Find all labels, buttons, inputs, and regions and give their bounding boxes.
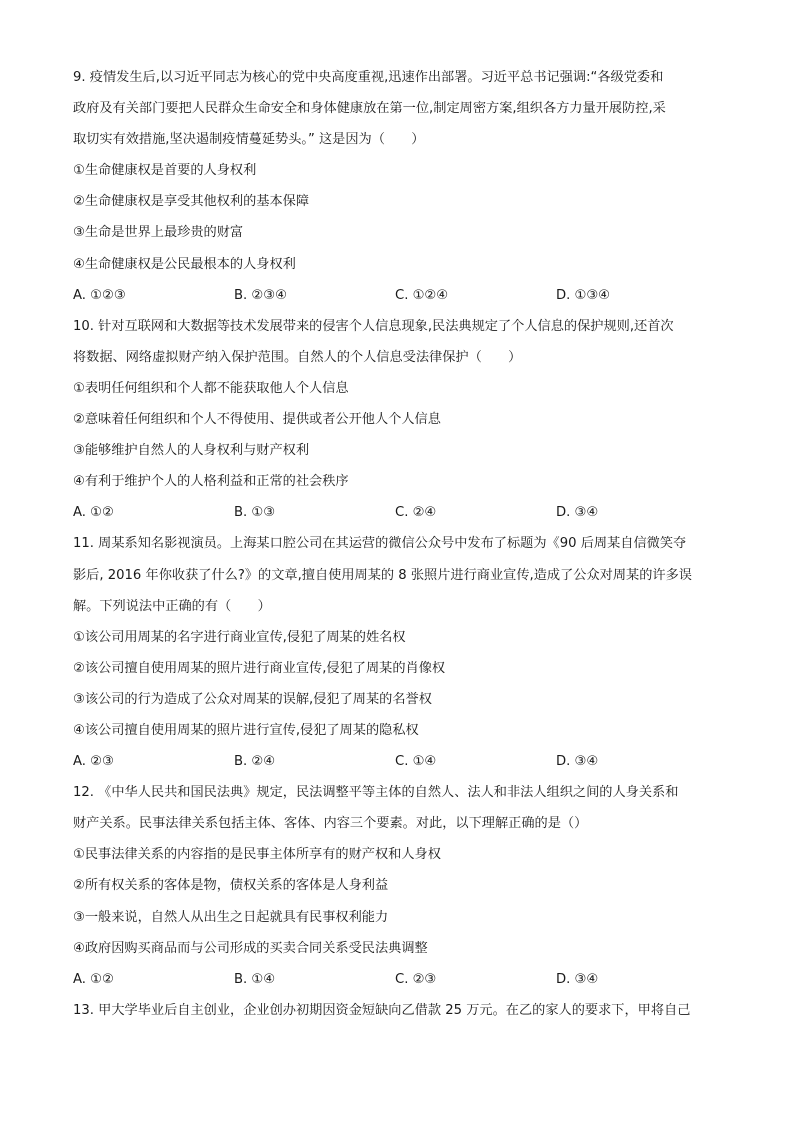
statement-item: ④政府因购买商品而与公司形成的买卖合同关系受民法典调整 (73, 940, 428, 956)
statement-item: ②生命健康权是享受其他权利的基本保障 (73, 194, 310, 210)
answer-options (73, 497, 723, 528)
option-c: C. ②④ (395, 505, 437, 521)
option-a: A. ①②③ (73, 287, 126, 303)
option-b: B. ①③ (234, 505, 276, 521)
answer-options (73, 964, 723, 995)
option-a: A. ②③ (73, 754, 114, 770)
statement-item: ①该公司用周某的名字进行商业宣传,侵犯了周某的姓名权 (73, 629, 406, 645)
statement-item: ①民事法律关系的内容指的是民事主体所享有的财产权和人身权 (73, 847, 441, 863)
question-stem-line: 11. 周某系知名影视演员。上海某口腔公司在其运营的微信公众号中发布了标题为《90 后周某自信微笑夺 (73, 536, 687, 552)
statement-item: ④生命健康权是公民最根本的人身权利 (73, 256, 296, 272)
question-11 (73, 528, 723, 777)
question-12 (73, 777, 723, 995)
option-d: D. ③④ (556, 754, 599, 770)
question-stem-line: 12. 《中华人民共和国民法典》规定，民法调整平等主体的自然人、法人和非法人组织之间的人身关系和 (73, 785, 679, 801)
option-c: C. ①④ (395, 754, 437, 770)
statement-item: ④有利于维护个人的人格利益和正常的社会秩序 (73, 474, 349, 490)
statement-item: ③生命是世界上最珍贵的财富 (73, 225, 244, 241)
question-stem-line: 取切实有效措施,坚决遏制疫情蔓延势头。” 这是因为（ ） (73, 132, 425, 148)
question-stem-line: 财产关系。民事法律关系包括主体、客体、内容三个要素。对此，以下理解正确的是（） (73, 816, 588, 832)
statement-item: ③能够维护自然人的人身权利与财产权利 (73, 443, 310, 459)
statement-item: ①生命健康权是首要的人身权利 (73, 163, 257, 179)
option-c: C. ①②④ (395, 287, 449, 303)
option-c: C. ②③ (395, 971, 437, 987)
statement-item: ②该公司擅自使用周某的照片进行商业宣传,侵犯了周某的肖像权 (73, 660, 446, 676)
statement-item: ②意味着任何组织和个人不得使用、提供或者公开他人个人信息 (73, 412, 441, 428)
question-stem-line: 政府及有关部门要把人民群众生命安全和身体健康放在第一位,制定周密方案,组织各方力量开展防控,采 (73, 101, 666, 117)
question-stem-line: 13. 甲大学毕业后自主创业，企业创办初期因资金短缺向乙借款 25 万元。在乙的家人的要求下，甲将自己 (73, 1002, 691, 1018)
option-a: A. ①② (73, 971, 114, 987)
option-d: D. ①③④ (556, 287, 611, 303)
question-10 (73, 311, 723, 529)
question-stem-line: 将数据、网络虚拟财产纳入保护范围。自然人的个人信息受法律保护（ ） (73, 349, 522, 365)
question-stem-line: 影后, 2016 年你收获了什么?》的文章,擅自使用周某的 8 张照片进行商业宣传,造成了公众对周某的许多误 (73, 567, 692, 583)
option-d: D. ③④ (556, 971, 599, 987)
answer-options (73, 280, 723, 311)
question-stem-line: 10. 针对互联网和大数据等技术发展带来的侵害个人信息现象,民法典规定了个人信息的保护规则,还首次 (73, 318, 674, 334)
question-13 (73, 995, 723, 1026)
statement-item: ①表明任何组织和个人都不能获取他人个人信息 (73, 380, 349, 396)
option-b: B. ②③④ (234, 287, 287, 303)
statement-item: ②所有权关系的客体是物，债权关系的客体是人身利益 (73, 878, 389, 894)
question-9 (73, 62, 723, 311)
question-stem-line: 9. 疫情发生后,以习近平同志为核心的党中央高度重视,迅速作出部署。习近平总书记强调:“各级党委和 (73, 70, 664, 85)
option-a: A. ①② (73, 505, 114, 521)
answer-options (73, 746, 723, 777)
option-b: B. ②④ (234, 754, 276, 770)
statement-item: ③该公司的行为造成了公众对周某的误解,侵犯了周某的名誉权 (73, 691, 432, 707)
statement-item: ③一般来说，自然人从出生之日起就具有民事权利能力 (73, 909, 389, 925)
question-stem-line: 解。下列说法中正确的有（ ） (73, 598, 271, 614)
statement-item: ④该公司擅自使用周某的照片进行宣传,侵犯了周某的隐私权 (73, 722, 419, 738)
option-d: D. ③④ (556, 505, 599, 521)
option-b: B. ①④ (234, 971, 276, 987)
question-list (73, 62, 723, 1026)
